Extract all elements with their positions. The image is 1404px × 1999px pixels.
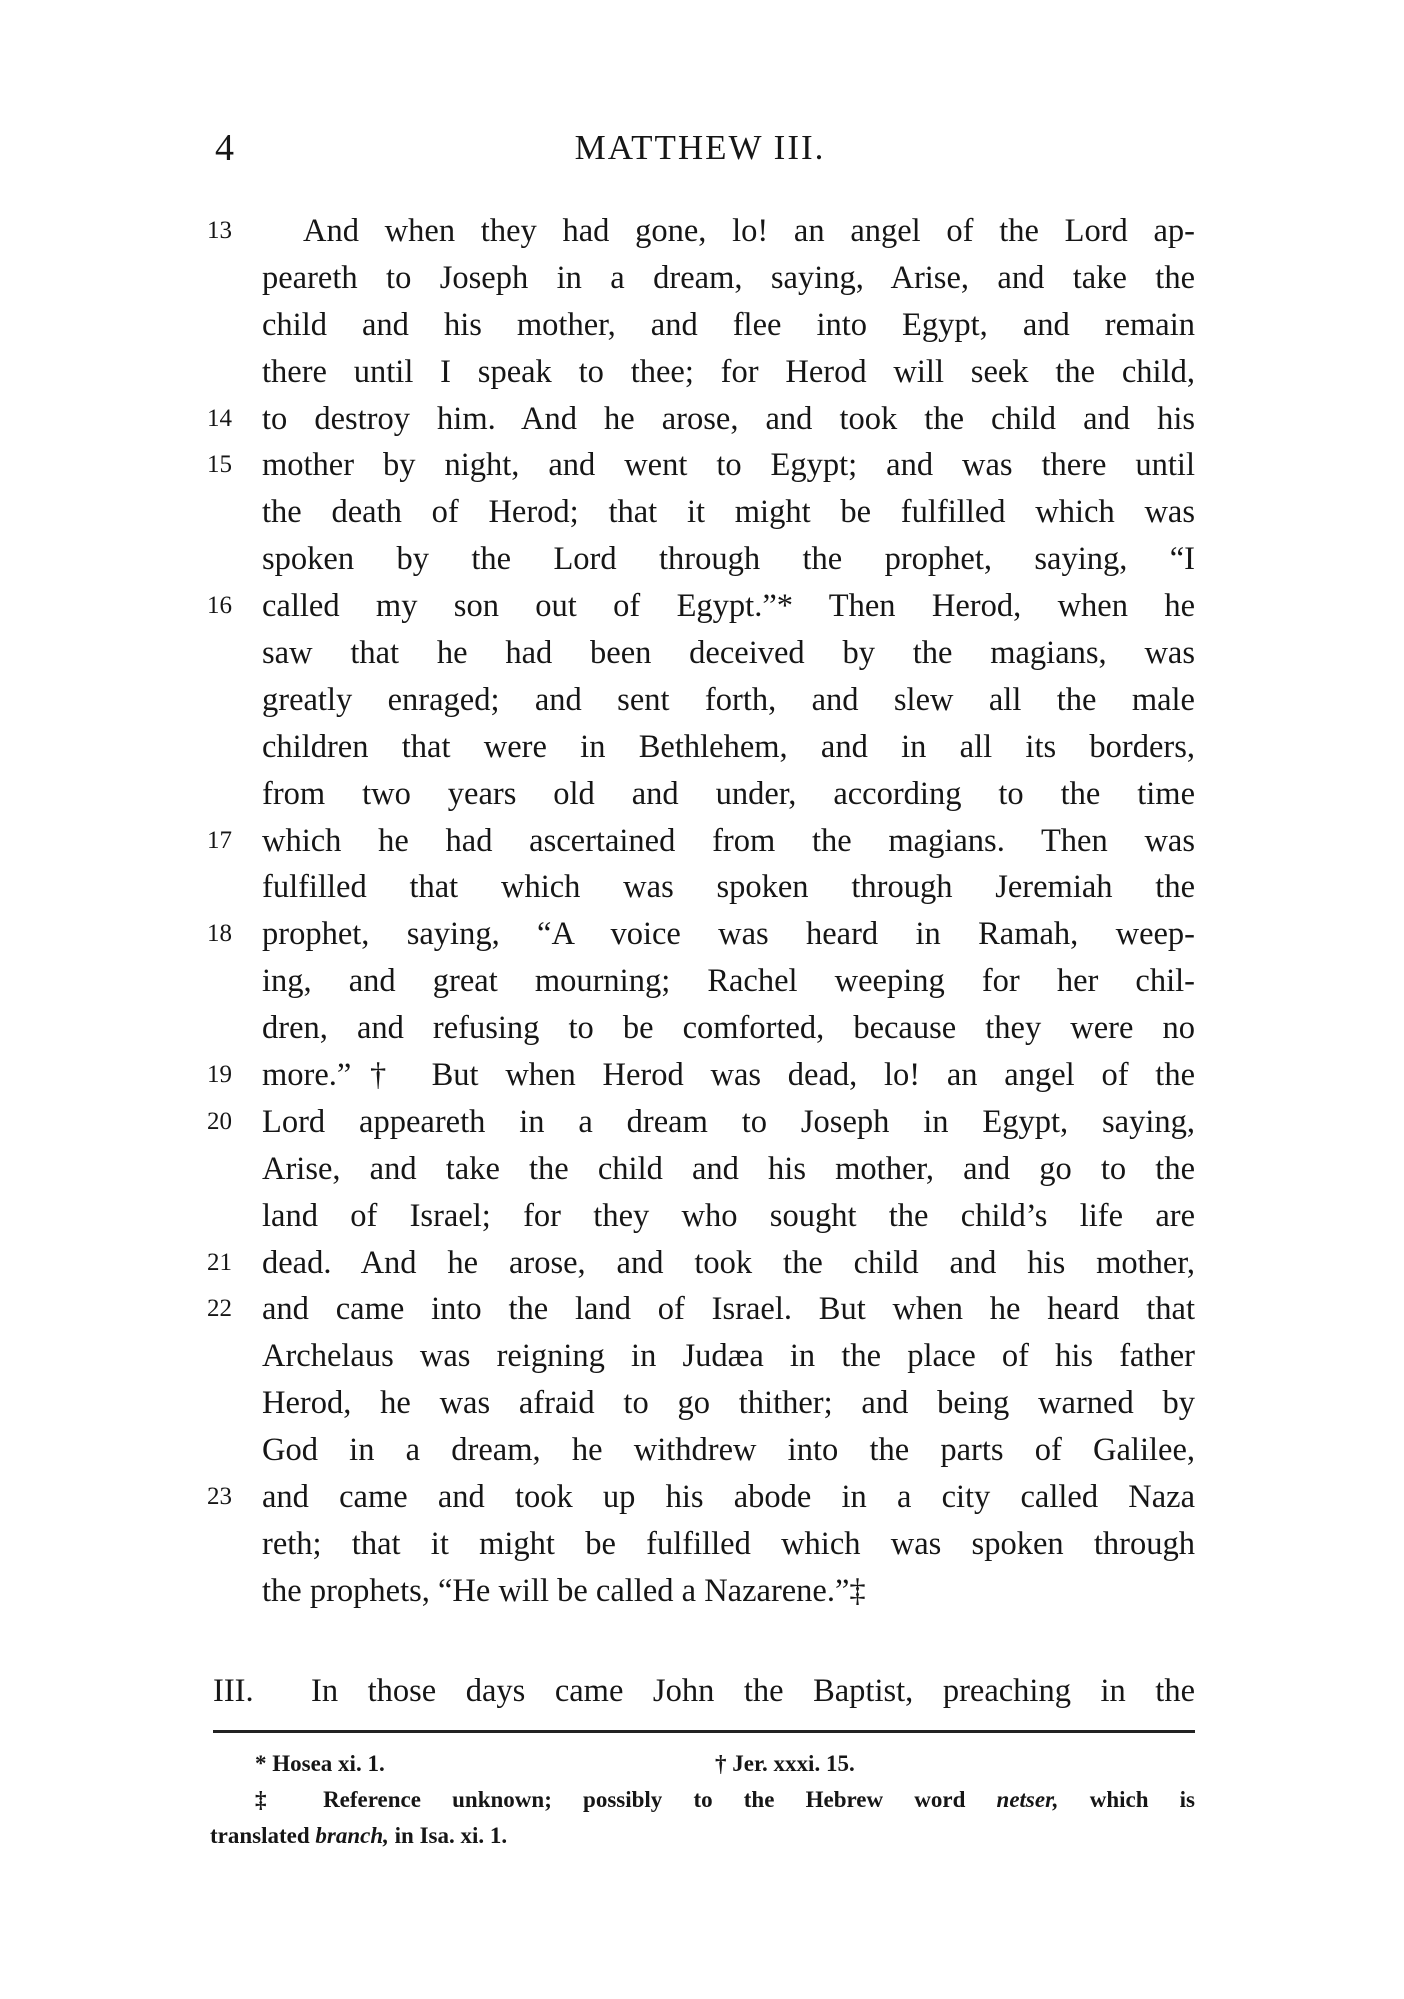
line-text: peareth to Joseph in a dream, saying, Arise, and take the bbox=[262, 259, 1195, 296]
line-text: Archelaus was reigning in Judæa in the place of his father bbox=[262, 1338, 1195, 1375]
line-text: the prophets, “He will be called a Nazarene.”‡ bbox=[262, 1572, 866, 1609]
line-text: called my son out of Egypt.”* Then Herod, when he bbox=[262, 588, 1195, 625]
line-text: which he had ascertained from the magians. Then was bbox=[262, 822, 1195, 859]
text-line bbox=[207, 1474, 1195, 1521]
line-text: child and his mother, and flee into Egypt, and remain bbox=[262, 306, 1195, 343]
verse-number: 22 bbox=[207, 1295, 232, 1323]
page-number: 4 bbox=[215, 127, 234, 169]
footnote-italic-word: branch, bbox=[315, 1823, 389, 1848]
text-line bbox=[210, 771, 1195, 818]
scripture-text bbox=[207, 208, 1195, 1615]
line-text: dren, and refusing to be comforted, because they were no bbox=[262, 1010, 1195, 1047]
text-line bbox=[210, 1333, 1195, 1380]
verse-number: 23 bbox=[207, 1483, 232, 1511]
text-line bbox=[207, 818, 1195, 865]
line-text: the death of Herod; that it might be fulfilled which was bbox=[262, 494, 1195, 531]
line-text: Arise, and take the child and his mother, and go to the bbox=[262, 1150, 1195, 1187]
text-line bbox=[210, 302, 1195, 349]
text-line bbox=[210, 536, 1195, 583]
text-line bbox=[210, 349, 1195, 396]
footnote-row bbox=[210, 1782, 1195, 1818]
line-text: to destroy him. And he arose, and took the child and his bbox=[262, 400, 1195, 437]
line-text: dead. And he arose, and took the child and his mother, bbox=[262, 1244, 1195, 1281]
text-line bbox=[210, 958, 1195, 1005]
text-line bbox=[207, 1099, 1195, 1146]
text-line bbox=[207, 208, 1195, 255]
footnote-text: in Isa. xi. 1. bbox=[394, 1823, 508, 1848]
text-line bbox=[210, 255, 1195, 302]
text-line bbox=[210, 724, 1195, 771]
line-text: Lord appeareth in a dream to Joseph in Egypt, saying, bbox=[262, 1103, 1195, 1140]
text-line bbox=[210, 630, 1195, 677]
text-line bbox=[210, 1427, 1195, 1474]
line-text: land of Israel; for they who sought the child’s life are bbox=[262, 1197, 1195, 1234]
verse-number: 20 bbox=[207, 1107, 232, 1135]
text-line bbox=[210, 1380, 1195, 1427]
text-line bbox=[210, 864, 1195, 911]
line-text: saw that he had been deceived by the magians, was bbox=[262, 635, 1195, 672]
text-line bbox=[210, 1193, 1195, 1240]
footnote-reference-unknown bbox=[255, 1782, 1195, 1818]
text-line bbox=[207, 396, 1195, 443]
verse-number: 21 bbox=[207, 1248, 232, 1276]
verse-number: 17 bbox=[207, 826, 232, 854]
footnote-divider bbox=[213, 1730, 1195, 1733]
footnote-jeremiah: † Jer. xxxi. 15. bbox=[715, 1751, 855, 1776]
verse-number: 14 bbox=[207, 404, 232, 432]
chapter-number: III. bbox=[213, 1673, 254, 1709]
footnote-italic-word: netser, bbox=[996, 1787, 1059, 1812]
verse-number: 15 bbox=[207, 451, 232, 479]
chapter-opening-line bbox=[213, 1666, 1195, 1716]
page-header bbox=[205, 118, 1195, 178]
text-line bbox=[207, 583, 1195, 630]
footnote-row bbox=[210, 1746, 1195, 1782]
text-line bbox=[210, 1146, 1195, 1193]
line-text: spoken by the Lord through the prophet, saying, “I bbox=[262, 541, 1195, 578]
line-text: more.”† But when Herod was dead, lo! an angel of the bbox=[262, 1057, 1195, 1094]
footnote-text: ‡ Reference unknown; possibly to the Hebrew word bbox=[255, 1787, 966, 1812]
line-text: Herod, he was afraid to go thither; and being warned by bbox=[262, 1385, 1195, 1422]
text-line bbox=[210, 1005, 1195, 1052]
line-text: from two years old and under, according to the time bbox=[262, 775, 1195, 812]
line-text: and came and took up his abode in a city called Naza bbox=[262, 1479, 1195, 1516]
text-line bbox=[210, 489, 1195, 536]
line-text: God in a dream, he withdrew into the parts of Galilee, bbox=[262, 1432, 1195, 1469]
running-title: MATTHEW III. bbox=[574, 128, 826, 167]
verse-number: 19 bbox=[207, 1061, 232, 1089]
footnote-text: translated bbox=[210, 1823, 310, 1848]
footnote-row bbox=[210, 1818, 1195, 1854]
text-line bbox=[210, 677, 1195, 724]
line-text: ing, and great mourning; Rachel weeping for her chil- bbox=[262, 963, 1195, 1000]
line-text: And when they had gone, lo! an angel of the Lord ap- bbox=[303, 213, 1195, 249]
verse-number: 13 bbox=[207, 217, 232, 244]
text-line bbox=[207, 1240, 1195, 1287]
line-text: mother by night, and went to Egypt; and was there until bbox=[262, 447, 1195, 484]
text-line bbox=[207, 1052, 1195, 1099]
footnote-translation bbox=[210, 1818, 507, 1854]
text-line bbox=[210, 1568, 1195, 1615]
footnote-hosea: * Hosea xi. 1. bbox=[255, 1751, 385, 1776]
line-text: reth; that it might be fulfilled which was spoken through bbox=[262, 1525, 1195, 1562]
verse-number: 18 bbox=[207, 920, 232, 948]
text-line bbox=[207, 1286, 1195, 1333]
footnotes bbox=[210, 1746, 1195, 1854]
line-text: children that were in Bethlehem, and in all its borders, bbox=[262, 728, 1195, 765]
line-text: prophet, saying, “A voice was heard in Ramah, weep- bbox=[262, 916, 1195, 953]
line-text: and came into the land of Israel. But when he heard that bbox=[262, 1291, 1195, 1328]
line-text: fulfilled that which was spoken through Jeremiah the bbox=[262, 869, 1195, 906]
text-line bbox=[207, 911, 1195, 958]
text-line bbox=[207, 442, 1195, 489]
verse-number: 16 bbox=[207, 592, 232, 620]
line-text: greatly enraged; and sent forth, and slew all the male bbox=[262, 681, 1195, 718]
text-line bbox=[210, 1521, 1195, 1568]
chapter-text: In those days came John the Baptist, preaching in the bbox=[311, 1673, 1195, 1709]
line-text: there until I speak to thee; for Herod will seek the child, bbox=[262, 353, 1195, 390]
footnote-text: which is bbox=[1089, 1787, 1195, 1812]
